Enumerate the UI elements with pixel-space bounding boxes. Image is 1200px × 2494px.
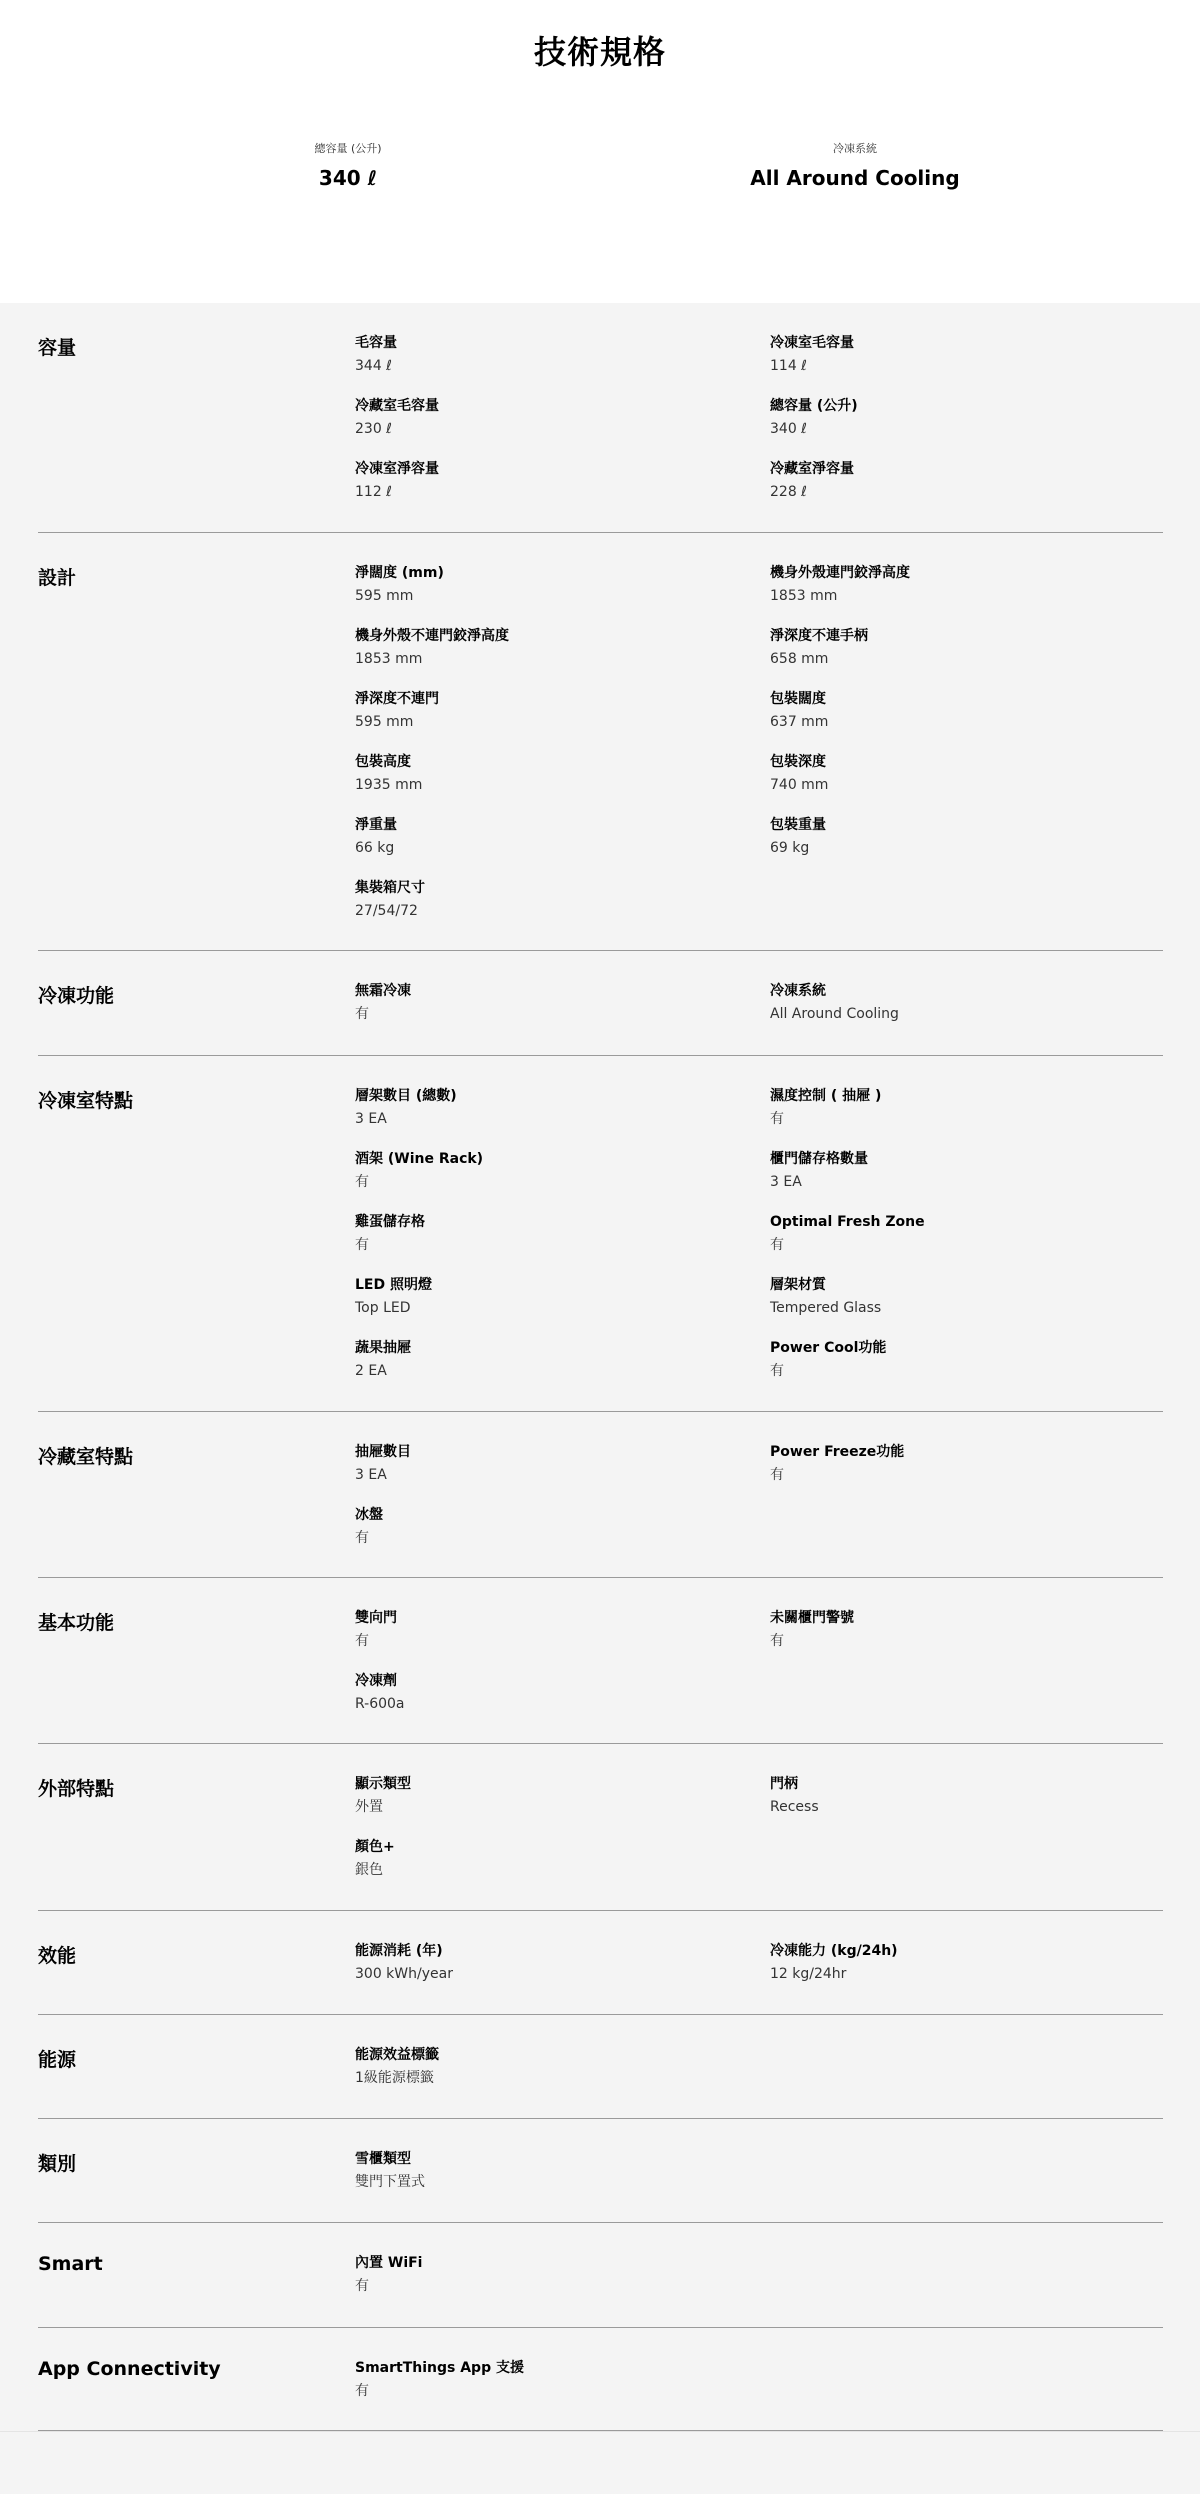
spec-item bbox=[355, 396, 770, 459]
spec-value: 有 bbox=[355, 2278, 369, 2294]
spec-value: 637 mm bbox=[770, 714, 829, 730]
highlight-label: 總容量 (公升) bbox=[314, 142, 382, 155]
spec-value: 1853 mm bbox=[770, 588, 838, 604]
spec-label: 淨深度不連門 bbox=[355, 691, 439, 707]
spec-value: 658 mm bbox=[770, 651, 829, 667]
spec-items bbox=[355, 2223, 1163, 2316]
spec-item bbox=[355, 2253, 770, 2316]
spec-label: 能源消耗 (年) bbox=[355, 1943, 443, 1959]
spec-label: 冷凍能力 (kg/24h) bbox=[770, 1943, 898, 1959]
spec-value: 有 bbox=[355, 2383, 369, 2399]
spec-label: 冷藏室毛容量 bbox=[355, 398, 439, 414]
spec-label: LED 照明燈 bbox=[355, 1277, 432, 1293]
spec-item bbox=[355, 1149, 770, 1212]
spec-label: 能源效益標籤 bbox=[355, 2047, 439, 2063]
spec-value: 595 mm bbox=[355, 714, 414, 730]
spec-item bbox=[355, 1671, 770, 1734]
spec-value: 有 bbox=[770, 1363, 784, 1379]
spec-label: SmartThings App 支援 bbox=[355, 2360, 524, 2376]
spec-item bbox=[355, 2045, 770, 2108]
spec-label: 顯示類型 bbox=[355, 1776, 411, 1792]
section-title: 冷凍室特點 bbox=[38, 1090, 134, 1112]
spec-value: 112 ℓ bbox=[355, 484, 392, 500]
spec-item bbox=[355, 878, 770, 941]
spec-section bbox=[38, 2015, 1163, 2119]
spec-label: 毛容量 bbox=[355, 335, 397, 351]
spec-label: 未關櫃門警號 bbox=[770, 1610, 854, 1626]
spec-item bbox=[355, 1774, 770, 1837]
spec-value: 有 bbox=[355, 1174, 369, 1190]
spec-item bbox=[770, 1774, 1155, 1837]
spec-label: 淨深度不連手柄 bbox=[770, 628, 868, 644]
spec-value: 有 bbox=[355, 1633, 369, 1649]
spec-value: 2 EA bbox=[355, 1363, 387, 1379]
spec-label: 門柄 bbox=[770, 1776, 798, 1792]
spec-item bbox=[355, 1505, 770, 1568]
spec-item bbox=[355, 333, 770, 396]
spec-item bbox=[770, 1212, 1155, 1275]
spec-label: 包裝重量 bbox=[770, 817, 826, 833]
spec-item bbox=[355, 1338, 770, 1401]
spec-label: 櫃門儲存格數量 bbox=[770, 1151, 868, 1167]
spec-value: 雙門下置式 bbox=[355, 2174, 425, 2190]
spec-label: 包裝深度 bbox=[770, 754, 826, 770]
spec-items bbox=[355, 2015, 1163, 2108]
spec-value: All Around Cooling bbox=[770, 1006, 899, 1022]
spec-label: 機身外殼連門鉸淨高度 bbox=[770, 565, 910, 581]
spec-value: 3 EA bbox=[770, 1174, 802, 1190]
spec-item bbox=[355, 1212, 770, 1275]
spec-value: 1級能源標籤 bbox=[355, 2070, 434, 2086]
spec-item bbox=[770, 1086, 1155, 1149]
spec-value: 3 EA bbox=[355, 1467, 387, 1483]
spec-item bbox=[355, 1086, 770, 1149]
page-title: 技術規格 bbox=[533, 33, 666, 71]
spec-item bbox=[355, 1608, 770, 1671]
spec-value: 有 bbox=[770, 1633, 784, 1649]
spec-section bbox=[38, 303, 1163, 533]
spec-items bbox=[355, 951, 1163, 1044]
highlight-label: 冷凍系統 bbox=[833, 142, 877, 155]
section-title: 冷凍功能 bbox=[38, 985, 115, 1007]
spec-label: 淨闊度 (mm) bbox=[355, 565, 444, 581]
spec-value: 有 bbox=[770, 1467, 784, 1483]
highlight-cooling-system bbox=[655, 140, 1055, 190]
spec-section bbox=[38, 2328, 1163, 2431]
spec-value: Top LED bbox=[355, 1300, 411, 1316]
spec-items bbox=[355, 2328, 1163, 2421]
spec-item bbox=[355, 1941, 770, 2004]
spec-item bbox=[355, 626, 770, 689]
section-title: 設計 bbox=[38, 567, 77, 589]
spec-value: 344 ℓ bbox=[355, 358, 392, 374]
spec-item bbox=[355, 1275, 770, 1338]
spec-value: R-600a bbox=[355, 1696, 405, 1712]
spec-label: 冰盤 bbox=[355, 1507, 383, 1523]
highlight-value: 340 ℓ bbox=[318, 166, 378, 190]
spec-item bbox=[770, 981, 1155, 1044]
spec-section bbox=[38, 1412, 1163, 1578]
spec-value: 66 kg bbox=[355, 840, 395, 856]
spec-value: 3 EA bbox=[355, 1111, 387, 1127]
spec-header bbox=[0, 0, 1200, 303]
spec-value: 有 bbox=[355, 1006, 369, 1022]
spec-value: 230 ℓ bbox=[355, 421, 392, 437]
spec-label: 包裝高度 bbox=[355, 754, 411, 770]
spec-item bbox=[770, 396, 1155, 459]
spec-value: 有 bbox=[770, 1111, 784, 1127]
spec-items bbox=[355, 533, 1163, 941]
spec-value: 27/54/72 bbox=[355, 903, 418, 919]
spec-section bbox=[38, 1578, 1163, 1744]
spec-items bbox=[355, 1744, 1163, 1900]
footer-area bbox=[0, 2431, 1200, 2494]
spec-item bbox=[770, 626, 1155, 689]
spec-item bbox=[770, 1608, 1155, 1671]
spec-item bbox=[355, 752, 770, 815]
spec-items bbox=[355, 1412, 1163, 1568]
spec-item bbox=[770, 1442, 1155, 1505]
spec-value: 595 mm bbox=[355, 588, 414, 604]
spec-label: 蔬果抽屜 bbox=[355, 1340, 411, 1356]
section-title: 效能 bbox=[38, 1945, 77, 1967]
spec-item bbox=[355, 563, 770, 626]
spec-label: Power Cool功能 bbox=[770, 1340, 887, 1356]
spec-label: 濕度控制 ( 抽屜 ) bbox=[770, 1088, 882, 1104]
spec-items bbox=[355, 303, 1163, 522]
spec-section bbox=[38, 2119, 1163, 2223]
spec-label: 層架材質 bbox=[770, 1277, 826, 1293]
spec-value: 114 ℓ bbox=[770, 358, 807, 374]
spec-label: 雪櫃類型 bbox=[355, 2151, 411, 2167]
spec-item bbox=[355, 689, 770, 752]
spec-item bbox=[355, 459, 770, 522]
section-title: 容量 bbox=[38, 337, 77, 359]
spec-label: 雙向門 bbox=[355, 1610, 397, 1626]
spec-item bbox=[355, 981, 770, 1044]
spec-label: 酒架 (Wine Rack) bbox=[355, 1151, 484, 1167]
spec-label: 冷藏室淨容量 bbox=[770, 461, 854, 477]
spec-table bbox=[0, 303, 1200, 2431]
spec-items bbox=[355, 1911, 1163, 2004]
highlight-value: All Around Cooling bbox=[750, 166, 960, 190]
section-title: App Connectivity bbox=[38, 2358, 221, 2380]
spec-label: Power Freeze功能 bbox=[770, 1444, 905, 1460]
section-title: 冷藏室特點 bbox=[38, 1446, 134, 1468]
spec-value: 12 kg/24hr bbox=[770, 1966, 847, 1982]
spec-item bbox=[355, 1442, 770, 1505]
section-title: Smart bbox=[38, 2253, 103, 2275]
spec-section bbox=[38, 1056, 1163, 1412]
section-title: 能源 bbox=[38, 2049, 77, 2071]
spec-value: 有 bbox=[355, 1530, 369, 1546]
spec-item bbox=[770, 1275, 1155, 1338]
spec-items bbox=[355, 2119, 1163, 2212]
spec-value: 340 ℓ bbox=[770, 421, 807, 437]
spec-item bbox=[355, 2149, 770, 2212]
spec-label: 冷凍系統 bbox=[770, 983, 826, 999]
spec-items bbox=[355, 1578, 1163, 1734]
spec-label: 冷凍劑 bbox=[355, 1673, 397, 1689]
spec-value: Tempered Glass bbox=[770, 1300, 882, 1316]
spec-value: 有 bbox=[355, 1237, 369, 1253]
section-title: 類別 bbox=[38, 2153, 77, 2175]
spec-items bbox=[355, 1056, 1163, 1401]
spec-label: 冷凍室毛容量 bbox=[770, 335, 854, 351]
spec-value: Recess bbox=[770, 1799, 819, 1815]
spec-label: 冷凍室淨容量 bbox=[355, 461, 439, 477]
spec-value: 740 mm bbox=[770, 777, 829, 793]
spec-value: 1853 mm bbox=[355, 651, 423, 667]
spec-label: 包裝闊度 bbox=[770, 691, 826, 707]
spec-label: 總容量 (公升) bbox=[770, 398, 858, 414]
spec-label: 淨重量 bbox=[355, 817, 397, 833]
spec-label: 顏色+ bbox=[355, 1839, 395, 1855]
spec-label: 雞蛋儲存格 bbox=[355, 1214, 425, 1230]
spec-item bbox=[355, 1837, 770, 1900]
spec-label: 集裝箱尺寸 bbox=[355, 880, 425, 896]
spec-section bbox=[38, 2223, 1163, 2328]
spec-value: 1935 mm bbox=[355, 777, 423, 793]
spec-item bbox=[770, 752, 1155, 815]
spec-value: 銀色 bbox=[355, 1862, 383, 1878]
section-title: 外部特點 bbox=[38, 1778, 115, 1800]
spec-value: 300 kWh/year bbox=[355, 1966, 453, 1982]
spec-value: 有 bbox=[770, 1237, 784, 1253]
section-title: 基本功能 bbox=[38, 1612, 115, 1634]
spec-item bbox=[770, 1149, 1155, 1212]
spec-item bbox=[770, 333, 1155, 396]
spec-item bbox=[770, 1941, 1155, 2004]
spec-section bbox=[38, 1744, 1163, 1911]
spec-item bbox=[770, 563, 1155, 626]
spec-section bbox=[38, 533, 1163, 951]
spec-label: 抽屜數目 bbox=[355, 1444, 411, 1460]
spec-item bbox=[770, 815, 1155, 878]
spec-label: 機身外殼不連門鉸淨高度 bbox=[355, 628, 509, 644]
spec-label: Optimal Fresh Zone bbox=[770, 1214, 925, 1230]
spec-item bbox=[770, 1338, 1155, 1401]
spec-item bbox=[770, 459, 1155, 522]
spec-value: 228 ℓ bbox=[770, 484, 807, 500]
spec-item bbox=[770, 689, 1155, 752]
spec-item bbox=[355, 2358, 770, 2421]
spec-value: 69 kg bbox=[770, 840, 810, 856]
spec-section bbox=[38, 1911, 1163, 2015]
spec-label: 無霜冷凍 bbox=[355, 983, 411, 999]
spec-value: 外置 bbox=[355, 1799, 383, 1815]
highlight-total-capacity bbox=[148, 140, 548, 190]
spec-label: 層架數目 (總數) bbox=[355, 1088, 457, 1104]
spec-section bbox=[38, 951, 1163, 1056]
spec-item bbox=[355, 815, 770, 878]
spec-label: 內置 WiFi bbox=[355, 2255, 423, 2271]
